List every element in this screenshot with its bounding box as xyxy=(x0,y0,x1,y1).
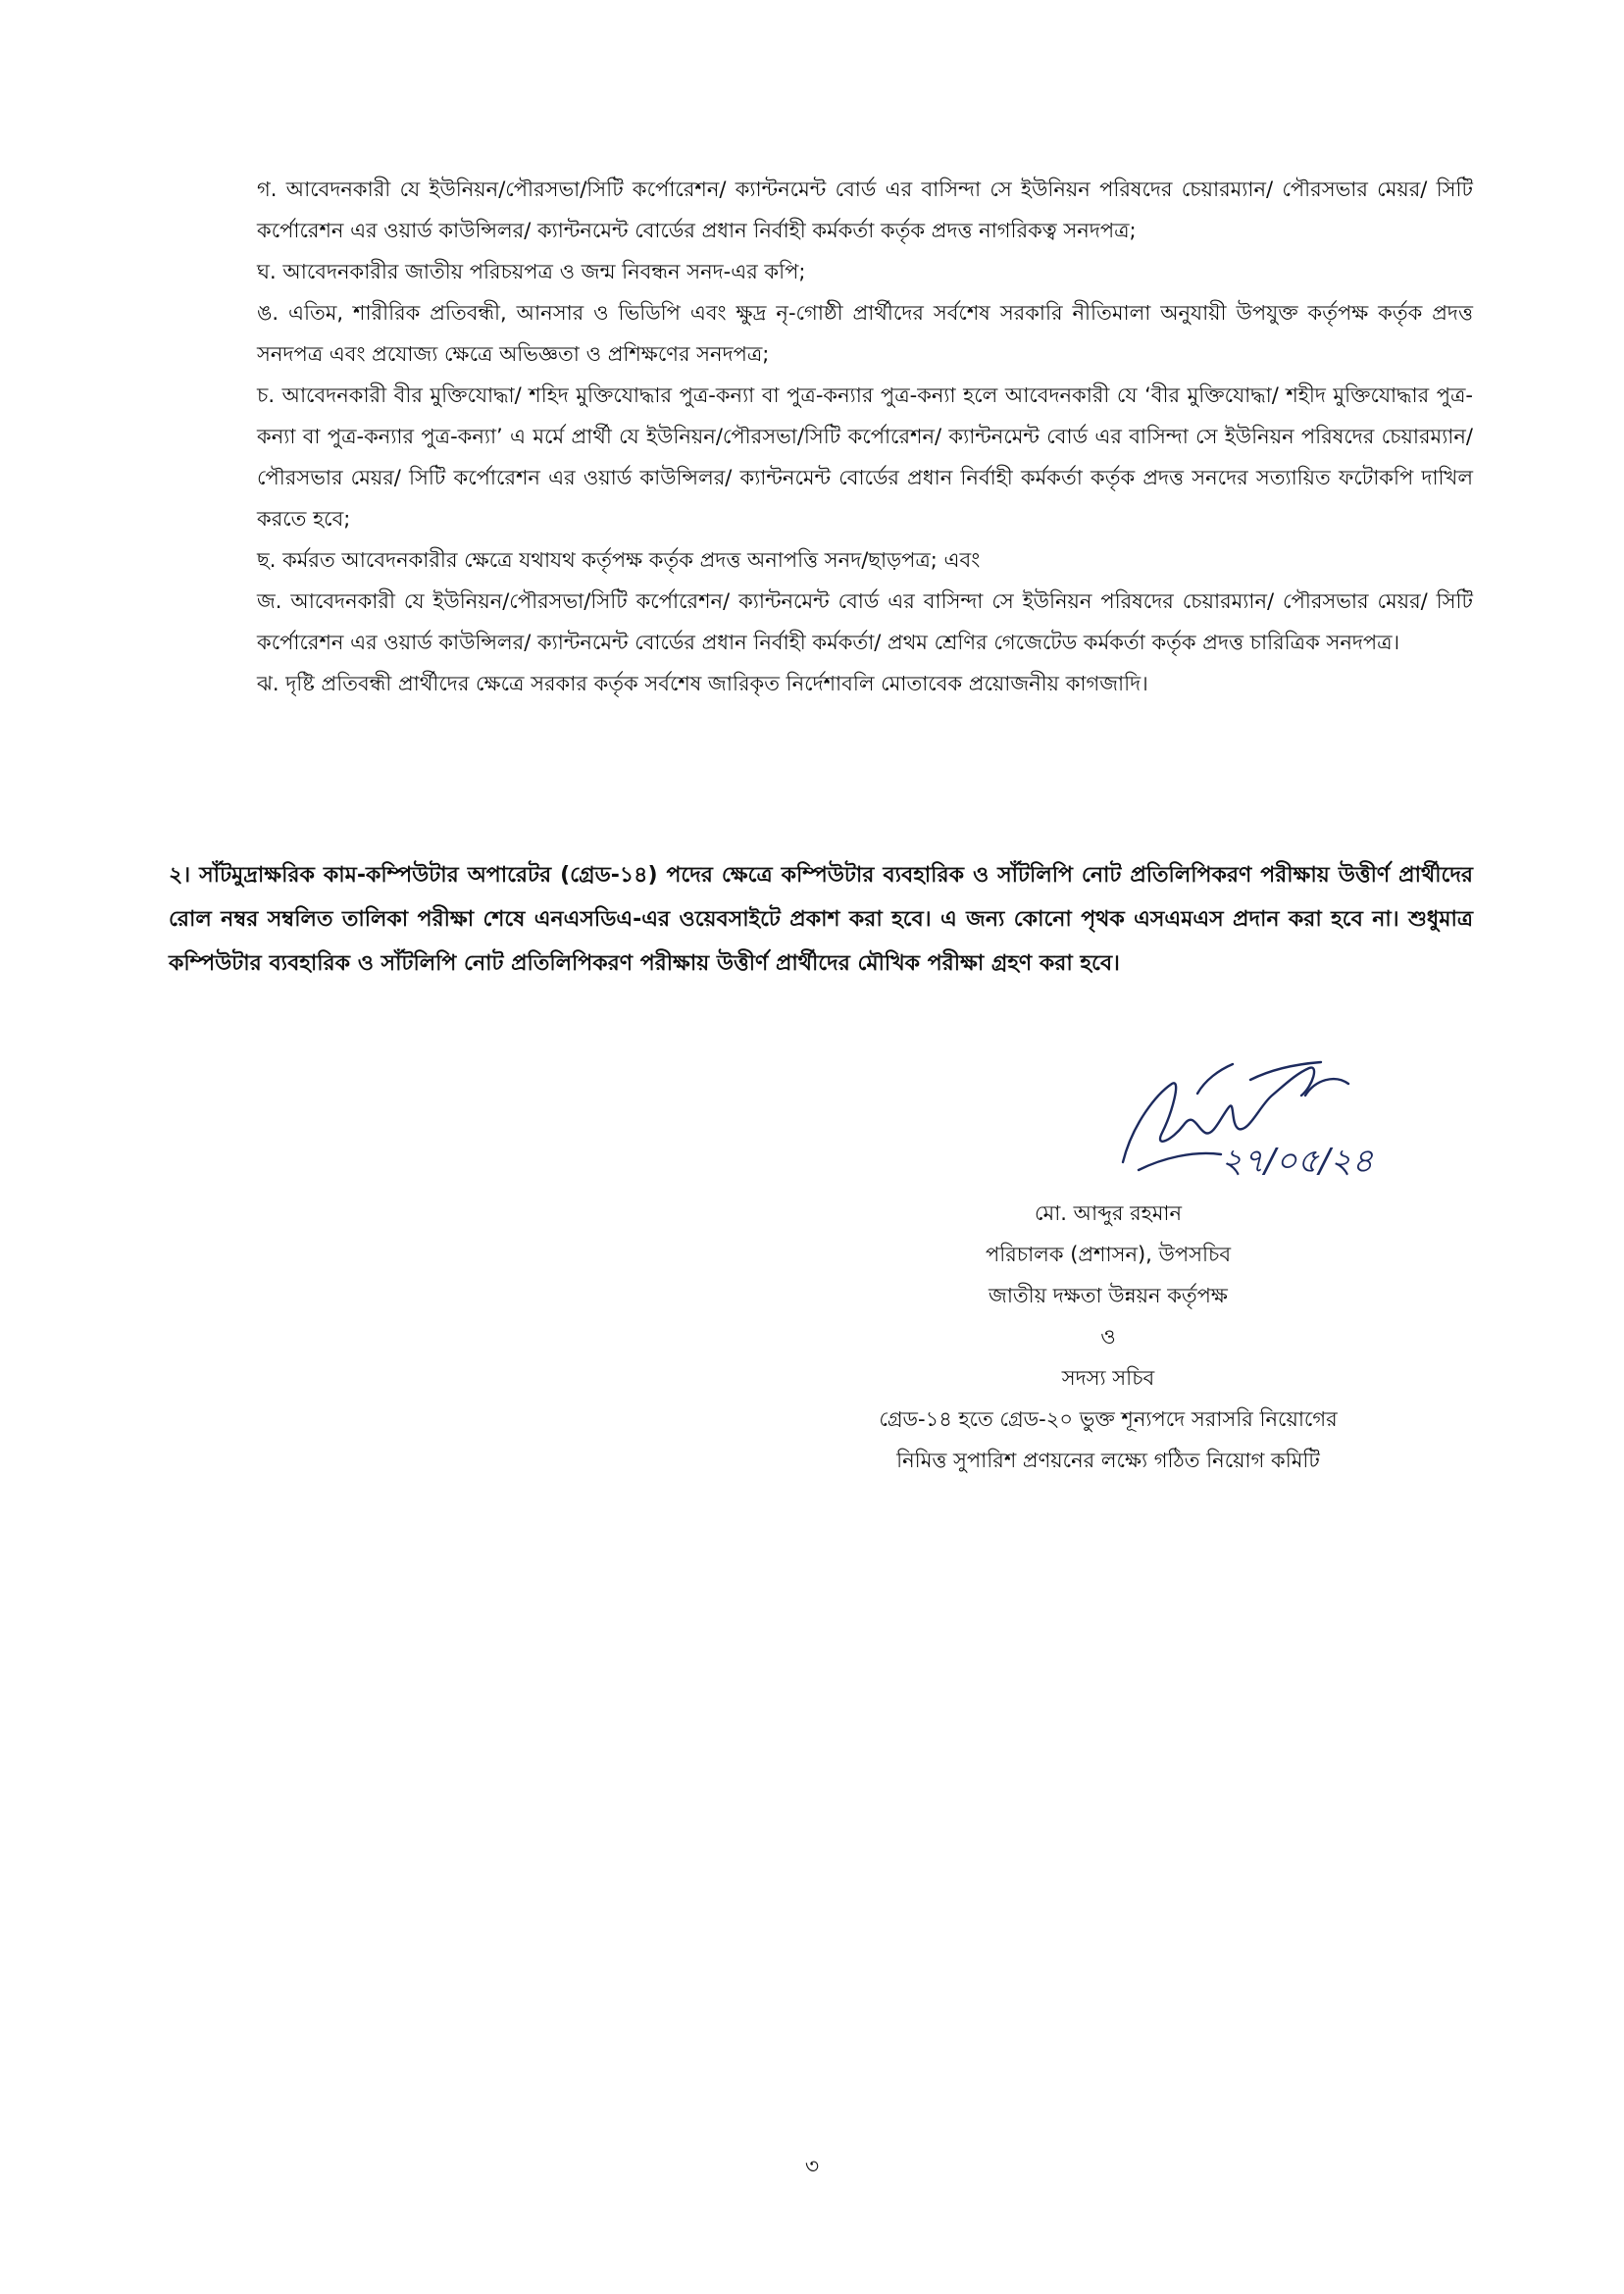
requirement-item-gha: ঘ. আবেদনকারীর জাতীয় পরিচয়পত্র ও জন্ম নিবন্ধন সনদ-এর কপি; xyxy=(257,260,806,283)
committee-line-1: গ্রেড-১৪ হতে গ্রেড-২০ ভুক্ত শূন্যপদে সরাসরি নিয়োগের xyxy=(879,1407,1338,1431)
signatory-conjunction: ও xyxy=(1100,1325,1116,1349)
requirement-item-cha: চ. আবেদনকারী বীর মুক্তিযোদ্ধা/ শহিদ মুক্তিযোদ্ধার পুত্র-কন্যা বা পুত্র-কন্যার পুত্র-কন্যা হলে আবেদনকারী যে ‘বীর মুক্তিযোদ্ধা/ শহীদ মুক্তিযোদ্ধার পুত্র-কন্যা বা পুত্র-কন্যার পুত্র-কন্যা’ এ মর্মে প্রার্থী যে ইউনিয়ন/পৌরসভা/সিটি কর্পোরেশন/ ক্যান্টনমেন্ট বোর্ড এর বাসিন্দা সে ইউনিয়ন পরিষদের চেয়ারম্যান/ পৌরসভার মেয়র/ সিটি কর্পোরেশন এর ওয়ার্ড কাউন্সিলর/ ক্যান্টনমেন্ট বোর্ডের প্রধান নির্বাহী কর্মকর্তা কর্তৃক প্রদত্ত সনদের সত্যায়িত ফটোকপি দাখিল করতে হবে; xyxy=(257,383,1473,531)
requirement-item-umo: ঙ. এতিম, শারীরিক প্রতিবন্ধী, আনসার ও ভিডিপি এবং ক্ষুদ্র নৃ-গোষ্ঠী প্রার্থীদের সর্বশেষ সরকারি নীতিমালা অনুযায়ী উপযুক্ত কর্তৃপক্ষ কর্তৃক প্রদত্ত সনদপত্র এবং প্রযোজ্য ক্ষেত্রে অভিজ্ঞতা ও প্রশিক্ষণের সনদপত্র; xyxy=(257,301,1473,366)
signatory-name: মো. আব্দুর রহমান xyxy=(1035,1201,1182,1225)
requirements-list xyxy=(257,169,1473,704)
page-number: ৩ xyxy=(804,2155,820,2179)
signatory-block xyxy=(785,1193,1432,1481)
requirement-item-ga: গ. আবেদনকারী যে ইউনিয়ন/পৌরসভা/সিটি কর্পোরেশন/ ক্যান্টনমেন্ট বোর্ড এর বাসিন্দা সে ইউনিয়ন পরিষদের চেয়ারম্যান/ পৌরসভার মেয়র/ সিটি কর্পোরেশন এর ওয়ার্ড কাউন্সিলর/ ক্যান্টনমেন্ট বোর্ডের প্রধান নির্বাহী কর্মকর্তা কর্তৃক প্রদত্ত নাগরিকত্ব সনদপত্র; xyxy=(257,178,1473,242)
committee-line-2: নিমিত্ত সুপারিশ প্রণয়নের লক্ষ্যে গঠিত নিয়োগ কমিটি xyxy=(896,1449,1320,1472)
requirement-item-chha: ছ. কর্মরত আবেদনকারীর ক্ষেত্রে যথাযথ কর্তৃপক্ষ কর্তৃক প্রদত্ত অনাপত্তি সনদ/ছাড়পত্র; এবং xyxy=(257,548,981,572)
notice-paragraph: ২। সাঁটমুদ্রাক্ষরিক কাম-কম্পিউটার অপারেটর (গ্রেড-১৪) পদের ক্ষেত্রে কম্পিউটার ব্যবহারিক ও সাঁটলিপি নোট প্রতিলিপিকরণ পরীক্ষায় উত্তীর্ণ প্রার্থীদের রোল নম্বর সম্বলিত তালিকা পরীক্ষা শেষে এনএসডিএ-এর ওয়েবসাইটে প্রকাশ করা হবে। এ জন্য কোনো পৃথক এসএমএস প্রদান করা হবে না। শুধুমাত্র কম্পিউটার ব্যবহারিক ও সাঁটলিপি নোট প্রতিলিপিকরণ পরীক্ষায় উত্তীর্ণ প্রার্থীদের মৌখিক পরীক্ষা গ্রহণ করা হবে। xyxy=(169,863,1473,976)
requirement-item-ja: জ. আবেদনকারী যে ইউনিয়ন/পৌরসভা/সিটি কর্পোরেশন/ ক্যান্টনমেন্ট বোর্ড এর বাসিন্দা সে ইউনিয়ন পরিষদের চেয়ারম্যান/ পৌরসভার মেয়র/ সিটি কর্পোরেশন এর ওয়ার্ড কাউন্সিলর/ ক্যান্টনমেন্ট বোর্ডের প্রধান নির্বাহী কর্মকর্তা/ প্রথম শ্রেণির গেজেটেড কর্মকর্তা কর্তৃক প্রদত্ত চারিত্রিক সনদপত্র। xyxy=(257,589,1473,654)
handwritten-signature xyxy=(1103,1035,1427,1206)
signatory-designation: পরিচালক (প্রশাসন), উপসচিব xyxy=(985,1243,1232,1266)
signatory-organization: জাতীয় দক্ষতা উন্নয়ন কর্তৃপক্ষ xyxy=(989,1284,1228,1307)
signatory-role: সদস্য সচিব xyxy=(1061,1366,1155,1390)
requirement-item-jha: ঝ. দৃষ্টি প্রতিবন্ধী প্রার্থীদের ক্ষেত্রে সরকার কর্তৃক সর্বশেষ জারিকৃত নির্দেশাবলি মোতাবেক প্রয়োজনীয় কাগজাদি। xyxy=(257,672,1148,695)
signature-date: ২৭/০৫/২৪ xyxy=(1221,1142,1374,1181)
